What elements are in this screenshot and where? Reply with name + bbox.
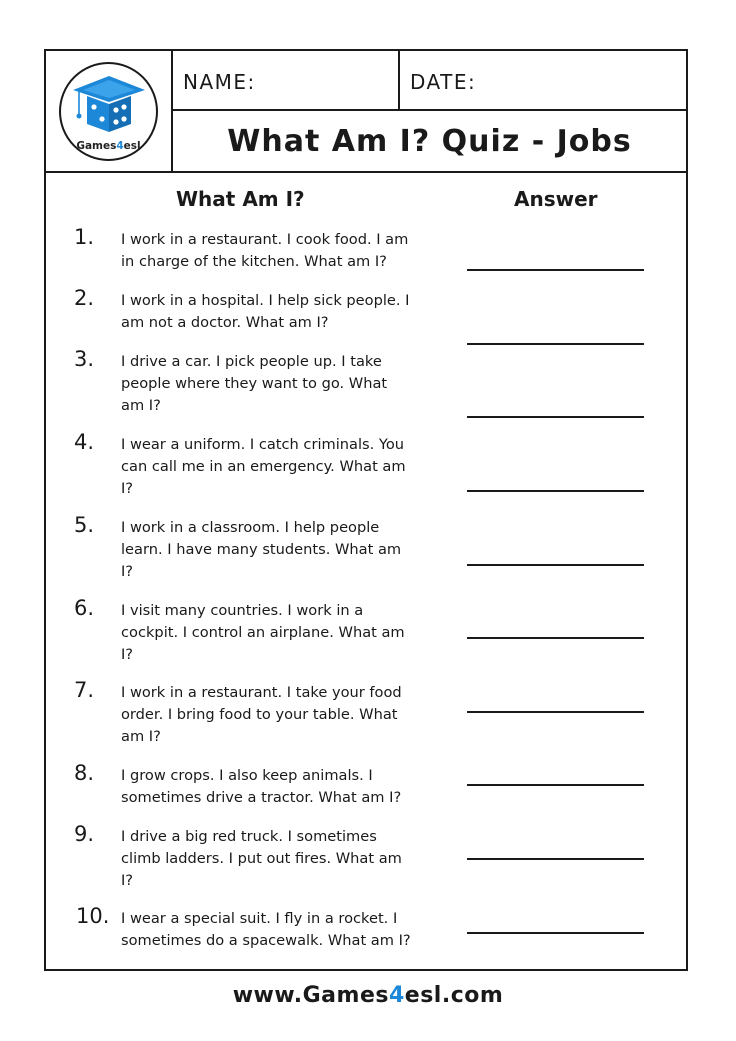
question-text: I work in a classroom. I help people learn. I have many students. What am I? bbox=[121, 519, 402, 580]
question-number: 8. bbox=[74, 761, 95, 785]
question-text: I grow crops. I also keep animals. I sometimes drive a tractor. What am I? bbox=[121, 767, 402, 806]
question-number: 4. bbox=[74, 430, 95, 454]
question-text: I drive a car. I pick people up. I take people where they want to go. What am I? bbox=[121, 353, 388, 414]
answer-line[interactable] bbox=[467, 343, 644, 345]
question-text: I wear a uniform. I catch criminals. You can call me in an emergency. What am I? bbox=[121, 436, 406, 497]
answer-line[interactable] bbox=[467, 784, 644, 786]
title-cell bbox=[173, 111, 686, 171]
answer-line[interactable] bbox=[467, 711, 644, 713]
question-number: 2. bbox=[74, 286, 95, 310]
name-label: NAME: bbox=[183, 70, 256, 94]
worksheet bbox=[44, 49, 688, 971]
answer-line[interactable] bbox=[467, 490, 644, 492]
answer-line[interactable] bbox=[467, 858, 644, 860]
answer-line[interactable] bbox=[467, 416, 644, 418]
footer-website: www.Games4esl.com bbox=[232, 983, 504, 1008]
header-divider bbox=[46, 171, 686, 173]
logo-text: Games4esl bbox=[76, 140, 141, 152]
question-number: 7. bbox=[74, 678, 95, 702]
question-text: I work in a hospital. I help sick people. I am not a doctor. What am I? bbox=[121, 292, 410, 331]
question-number: 3. bbox=[74, 347, 95, 371]
graduation-cap-dice-icon bbox=[71, 74, 147, 136]
question-text: I work in a restaurant. I cook food. I am in charge of the kitchen. What am I? bbox=[121, 231, 409, 270]
question-text: I visit many countries. I work in a cockpit. I control an airplane. What am I? bbox=[121, 602, 405, 663]
answer-column-header: Answer bbox=[514, 187, 598, 211]
answer-line[interactable] bbox=[467, 637, 644, 639]
question-text: I work in a restaurant. I take your food order. I bring food to your table. What am I? bbox=[121, 684, 402, 745]
question-number: 1. bbox=[74, 225, 95, 249]
answer-line[interactable] bbox=[467, 269, 644, 271]
answer-line[interactable] bbox=[467, 932, 644, 934]
logo bbox=[59, 62, 158, 161]
question-number: 9. bbox=[74, 822, 95, 846]
question-number: 5. bbox=[74, 513, 95, 537]
name-field[interactable] bbox=[173, 51, 400, 111]
date-label: DATE: bbox=[410, 70, 477, 94]
question-text: I drive a big red truck. I sometimes climb ladders. I put out fires. What am I? bbox=[121, 828, 402, 889]
question-number: 6. bbox=[74, 596, 95, 620]
logo-cell bbox=[46, 51, 173, 171]
answer-line[interactable] bbox=[467, 564, 644, 566]
date-field[interactable] bbox=[400, 51, 686, 111]
question-column-header: What Am I? bbox=[176, 187, 305, 211]
page-title: What Am I? Quiz - Jobs bbox=[227, 124, 632, 159]
question-number: 10. bbox=[76, 904, 110, 928]
question-text: I wear a special suit. I fly in a rocket. I sometimes do a spacewalk. What am I? bbox=[121, 910, 411, 949]
